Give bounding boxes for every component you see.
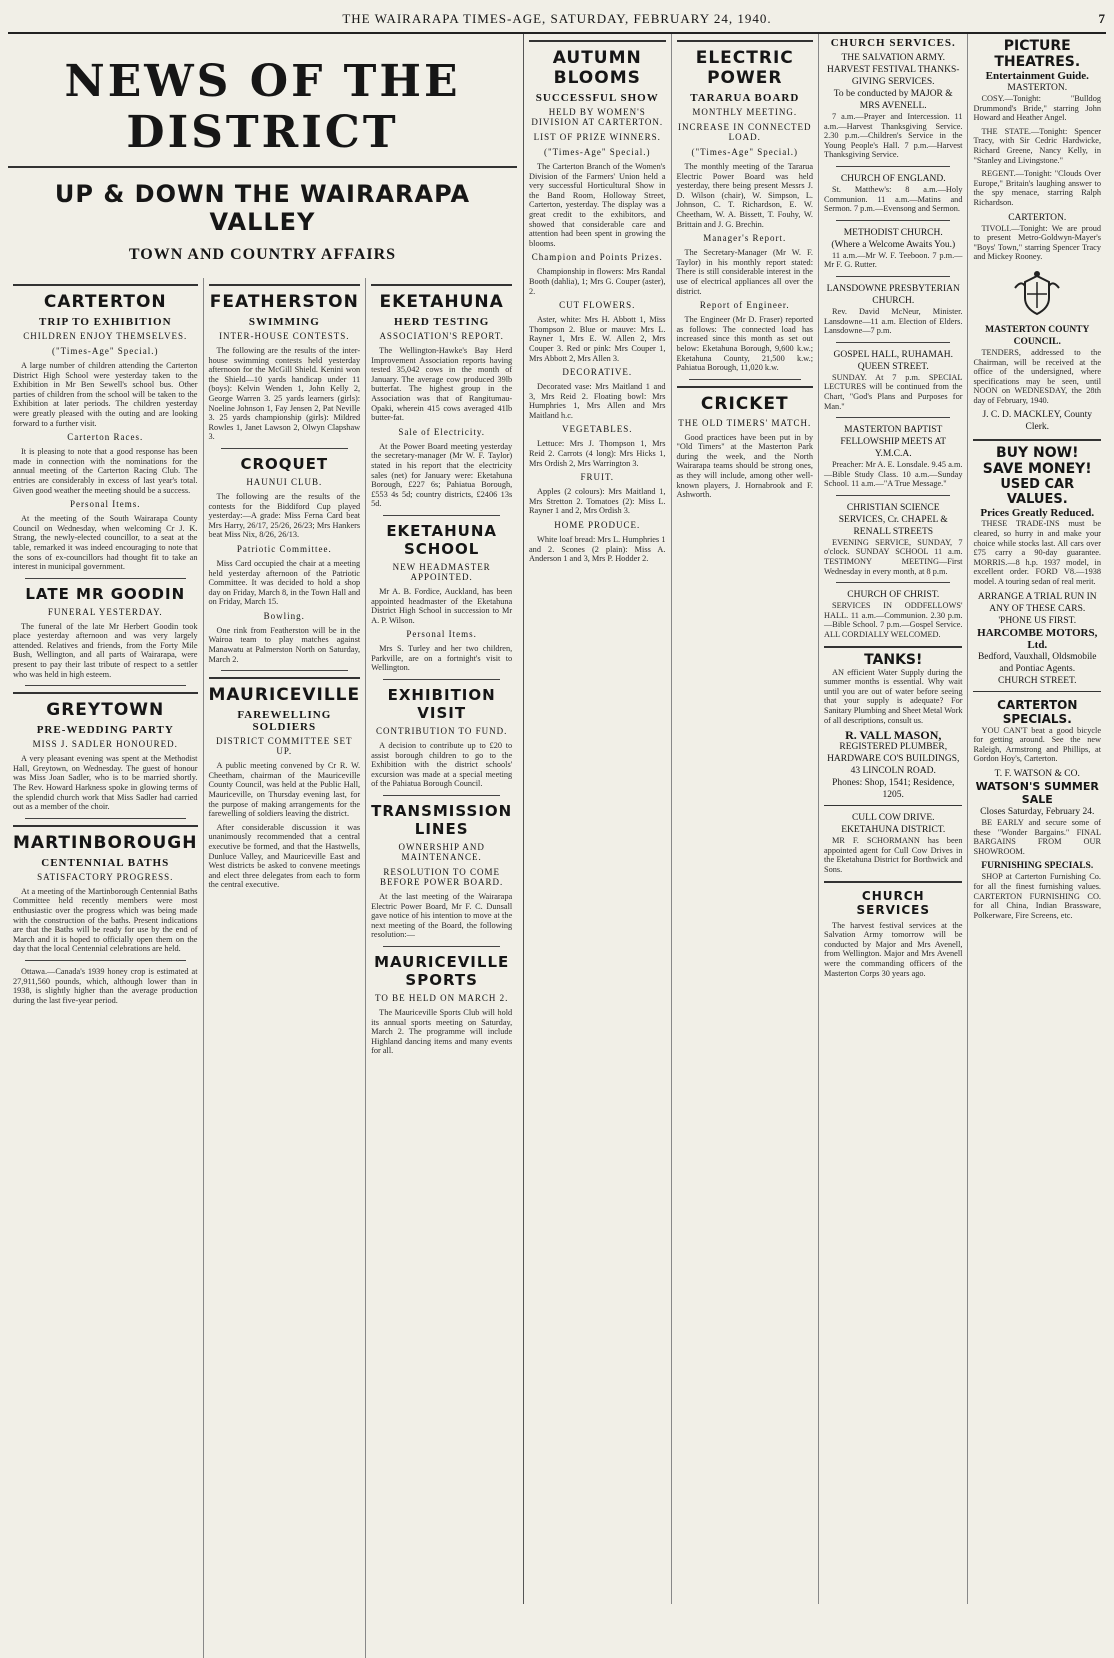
article-text: One rink from Featherston will be in the Wairoa team to play matches against Manawatu at Palmerston North on Saturday, March 2. <box>208 625 361 664</box>
summer-sale: WATSON'S SUMMER SALE <box>975 780 1099 806</box>
gospel-heading: GOSPEL HALL, RUHAMAH. QUEEN STREET. <box>833 349 953 372</box>
heading-mauriceville-sports: MAURICEVILLE SPORTS <box>374 953 510 989</box>
column-7 <box>968 34 1106 1604</box>
sub-personal: Personal Items. <box>406 629 477 640</box>
heading-electric-power: ELECTRIC POWER <box>677 40 814 88</box>
eketahuna-district: EKETAHUNA DISTRICT. <box>841 825 946 836</box>
special-note: ("Times-Age" Special.) <box>543 147 651 157</box>
divider <box>25 685 186 686</box>
article-text: It is pleasing to note that a good response has been made in connection with the nominations for the annual meeting of the Carterton Racing Club. The entries are considerably in excess of last year's total. Given good weather the meeting should be a success. <box>13 447 198 495</box>
sub-list: LIST OF PRIZE WINNERS. <box>533 132 661 142</box>
lansdowne-heading: LANSDOWNE PRESBYTERIAN CHURCH. <box>826 283 960 306</box>
sub-ownership: OWNERSHIP AND MAINTENANCE. <box>398 842 485 863</box>
tanks-title: TANKS! <box>864 651 923 668</box>
prices-line: Prices Greatly Reduced. <box>980 507 1095 520</box>
sub-resolution: RESOLUTION TO COME BEFORE POWER BOARD. <box>380 867 504 888</box>
cullcow-text: MR F. SCHORMANN has been appointed agent for Cull Cow Drives in the Eketahuna District for Borthwick and Sons. <box>824 836 963 874</box>
column-4 <box>524 34 672 1604</box>
sub-oldtimers: THE OLD TIMERS' MATCH. <box>678 417 812 428</box>
article-text: At the last meeting of the Wairarapa Electric Power Board, Mr F. C. Dunsall gave notice of his intention to move at the next meeting of the Board, the following resolution:— <box>371 892 513 940</box>
england-heading: CHURCH OF ENGLAND. <box>840 173 946 184</box>
column-5 <box>672 34 820 1604</box>
methodist-subheading: (Where a Welcome Awaits You.) <box>831 239 956 250</box>
sub-children: CHILDREN ENJOY THEMSELVES. <box>23 331 188 341</box>
buynow-title: BUY NOW! SAVE MONEY! <box>982 445 1092 478</box>
article-text: Decorated vase: Mrs Maitland 1 and 3, Mrs Reid 2. Floating bowl: Mrs Humphries 1, Mrs Allen and Mrs Maitland h.c. <box>529 382 666 420</box>
sub-decorative: DECORATIVE. <box>562 367 633 378</box>
church-street-line: CHURCH STREET. <box>998 675 1077 686</box>
sub-personal: Personal Items. <box>70 499 141 510</box>
heading-transmission: TRANSMISSION LINES <box>371 802 513 839</box>
sale-text: BE EARLY and secure some of these "Wonder Bargains." FINAL BARGAINS FROM OUR SHOWROOM. <box>973 818 1102 856</box>
phone-line: 'PHONE US FIRST. <box>998 615 1077 626</box>
sub-centennial: CENTENNIAL BATHS <box>41 856 170 869</box>
article-text: The Engineer (Mr D. Fraser) reported as follows: The connected load has increased since this month as set out below: Eketahuna Borough, 9,600 k.w.; Eketahuna County, 21,500 k.w.; Pahiatua Borough, 11,020 k.w. <box>676 315 813 373</box>
sub-manager: Manager's Report. <box>703 233 787 244</box>
heading-eketahuna: EKETAHUNA <box>371 284 512 312</box>
divider <box>836 166 950 167</box>
sub-district-committee: DISTRICT COMMITTEE SET UP. <box>216 736 353 757</box>
harcombe-name: HARCOMBE MOTORS, Ltd. <box>977 626 1098 651</box>
state-listing: THE STATE.—Tonight: Spencer Tracy, with Sir Cedric Hardwicke, Richard Greene, Nancy Kelly, in "Stanley and Livingstone." <box>973 126 1102 165</box>
heading-mauriceville: MAURICEVILLE <box>209 677 361 705</box>
phones-line: Phones: Shop, 1541; Residence, 1205. <box>832 778 955 801</box>
harvest-heading: HARVEST FESTIVAL THANKS-GIVING SERVICES. <box>827 65 960 87</box>
article-text: The Secretary-Manager (Mr W. F. Taylor) in his monthly report stated: There is still considerable interest in the use of electrical appliances all over the district. <box>676 248 813 296</box>
gospel-times: SUNDAY. At 7 p.m. SPECIAL LECTURES will be continued from the Chart, "God's Plans and Purposes for Man." <box>824 372 963 411</box>
article-text: Miss Card occupied the chair at a meeting held yesterday afternoon of the Patriotic Committee. It was decided to hold a shop day on Friday, March 8, in the Town Hall and on Friday, March 15. <box>208 558 361 607</box>
masterton-heading: MASTERTON. <box>1007 83 1068 93</box>
article-text: Ottawa.—Canada's 1939 honey crop is estimated at 27,911,560 pounds, which, although lower than in 1938, is slightly higher than the average production during the last five-year period. <box>13 966 198 1005</box>
sub-champion: Champion and Points Prizes. <box>531 252 663 263</box>
science-times: EVENING SERVICE, SUNDAY, 7 o'clock. SUNDAY SCHOOL 11 a.m. TESTIMONY MEETING—First Wednesday in every month, at 8 p.m. <box>824 537 963 576</box>
divider <box>25 818 186 819</box>
article-text: A large number of children attending the Carterton District High School were yesterday taken to the Exhibition in Mr Ben Sewell's school bus. Other parties of children from the school will be taken to the Exhibition at later periods. The children yesterday were greatly pleased with the outing and are looking forward to a further visit. <box>13 361 198 428</box>
divider <box>836 417 950 418</box>
article-text: A very pleasant evening was spent at the Methodist Hall, Greytown, on Wednesday. The guest of honour was Miss Joan Sadler, who is to be married shortly. The Rev. Howard Harkness spoke in glowing terms of the splendid church work that Miss Sadler had carried out as a member of the choir. <box>13 754 198 812</box>
carterton-heading: CARTERTON. <box>1008 212 1067 223</box>
divider <box>383 946 500 947</box>
page-body <box>8 34 1106 1604</box>
heading-greytown: GREYTOWN <box>13 692 198 720</box>
tanks-advert <box>824 646 962 807</box>
page-number: 7 <box>1098 11 1106 26</box>
sub-show: SUCCESSFUL SHOW <box>535 92 659 104</box>
plumber-line: REGISTERED PLUMBER, HARDWARE CO'S BUILDINGS, <box>827 742 960 765</box>
sub-engineer: Report of Engineer. <box>699 300 790 311</box>
sub-prewedding: PRE-WEDDING PARTY <box>36 724 174 737</box>
article-text: White loaf bread: Mrs L. Humphries 1 and 2. Scones (2 plain): Miss A. Anderson 1 and 3, Mrs P. Hodder 2. <box>529 535 666 564</box>
sub-march2: TO BE HELD ON MARCH 2. <box>374 993 509 1003</box>
sub-tararua: TARARUA BOARD <box>690 92 800 104</box>
divider <box>836 582 950 583</box>
sub-vegetables: VEGETABLES. <box>561 424 633 435</box>
lansdowne-times: Rev. David McNeur, Minister. Lansdowne—11 a.m. Election of Elders. Lansdowne—7 p.m. <box>824 306 963 336</box>
divider <box>383 515 500 516</box>
furnishing-heading: FURNISHING SPECIALS. <box>981 861 1094 872</box>
article-text: At the Power Board meeting yesterday the secretary-manager (Mr W. F. Taylor) stated in his report that the electricity sales (net) for January were: Eketahuna Borough, £227 6s; Pahiatua Borough, £553 4s 5d; country districts, £2406 13s 5d. <box>371 441 513 509</box>
article-text: At the meeting of the South Wairarapa County Council on Wednesday, when welcoming Cr J. K. Strang, the newly-elected councillor, to a seat at the table, remarked it was indeed encouraging to note that the sons of ex-councillors had thought fit to take an interest in municipal government. <box>13 514 198 572</box>
article-text: The monthly meeting of the Tararua Electric Power Board was held yesterday, there being present Messrs J. D. Wilson (chair), W. Simpson, L. Johnson, C. T. Richardson, E. W. Cheetham, W. A. Bissett, T. Fouhy, W. Brittain and J. G. Brechin. <box>676 162 813 229</box>
lincoln-line: 43 LINCOLN ROAD. <box>850 766 936 777</box>
sub-sadler: MISS J. SADLER HONOURED. <box>32 739 178 750</box>
article-text: At a meeting of the Martinborough Centennial Baths Committee held recently members were most enthusiastic over the progress which was being made with the construction of the baths. Present indications are that the Baths will be ready for use by the end of March and it is hoped to officially open them on the day that the local Centennial celebrations are held. <box>13 886 198 954</box>
article-text: Lettuce: Mrs J. Thompson 1, Mrs Reid 2. Carrots (4 long): Mrs Hicks 1, Mrs Ordish 2, Mrs Warrington 3. <box>529 439 666 468</box>
article-text: Mrs S. Turley and her two children, Parkville, are on a fortnight's visit to Wellington. <box>371 644 513 673</box>
divider <box>383 795 500 796</box>
divider <box>221 448 349 449</box>
heading-croquet: CROQUET <box>240 454 329 473</box>
heading-martinborough: MARTINBOROUGH <box>13 825 198 853</box>
tenders-text: TENDERS, addressed to the Chairman, will be received at the office of the undersigned, where specifications may be seen, until NOON on WEDNESDAY, the 28th day of February, 1940. <box>973 347 1102 405</box>
article-text: Championship in flowers: Mrs Randal Booth (dahlia), 1; Mrs G. Couper (aster), 2. <box>529 267 666 296</box>
christ-times: SERVICES IN ODDFELLOWS' HALL. 11 a.m.—Communion. 2.30 p.m.—Bible School. 7 p.m.—Gospel Service. ALL CORDIALLY WELCOMED. <box>824 601 963 640</box>
regent-listing: REGENT.—Tonight: "Clouds Over Europe," Britain's laughing answer to the spy menace, starring Ralph Richardson. <box>973 169 1102 207</box>
heading-cricket: CRICKET <box>677 386 814 414</box>
heading-exhibition: EXHIBITION VISIT <box>387 686 496 723</box>
sub-bowling: Bowling. <box>263 610 305 621</box>
article-text: The Mauriceville Sports Club will hold its annual sports meeting on Saturday, March 2. The programme will include Highland dancing items and many events for all. <box>371 1008 513 1056</box>
article-text: A decision to contribute up to £20 to assist borough children to go to the Exhibition with the district schools' excursion was made at a special meeting of the Pahiatua Borough Council. <box>371 741 513 789</box>
divider <box>836 220 950 221</box>
column-3 <box>366 278 517 1658</box>
cosy-listing: COSY.—Tonight: "Bulldog Drummond's Bride," starring John Howard and Heather Angel. <box>973 94 1102 123</box>
column-2 <box>204 278 367 1658</box>
coat-of-arms-icon <box>1009 270 1065 318</box>
council-heading: MASTERTON COUNTY COUNCIL. <box>985 324 1090 347</box>
left-columns <box>8 278 517 1658</box>
article-text: After considerable discussion it was unanimously recommended that a central executive be formed, and that the Hastwells, Dunluce Valley, and Mauriceville East and West districts be asked to convene meetings and elect three delegates from each to form the central executive. <box>208 822 361 890</box>
furnishing-text: SHOP at Carterton Furnishing Co. for all the finest furnishing values. CARTERTON FURNISHING CO. for all China, Indian Brassware, Polkerware, Fire Screens, etc. <box>973 872 1102 920</box>
conducted-by: To be conducted by MAJOR & MRS AVENELL. <box>833 89 953 111</box>
district-news-section <box>8 34 524 1604</box>
divider <box>836 276 950 277</box>
article-text: The following are the results of the contests for the Biddiford Cup played yesterday:—A grade: Miss Ferna Card beat Mrs Harry, 26/17, 25/26, 26/23; Mrs Hankers beat Miss Nix, 8/26, 26/13. <box>208 491 361 540</box>
divider <box>689 379 802 380</box>
cullcow-heading: CULL COW DRIVE. <box>851 813 935 824</box>
banner-subtitle-2: TOWN AND COUNTRY AFFAIRS <box>128 246 397 263</box>
mackley-signature: J. C. D. MACKLEY, County Clerk. <box>982 410 1093 433</box>
entertainment-guide: Entertainment Guide. <box>985 70 1089 82</box>
science-heading: CHRISTIAN SCIENCE SERVICES, Cr. CHAPEL & RENALL STREETS <box>838 502 948 537</box>
heading-featherston: FEATHERSTON <box>209 284 361 312</box>
column-1 <box>8 278 204 1658</box>
closes-line: Closes Saturday, February 24. <box>980 807 1095 817</box>
carterton-specials: CARTERTON SPECIALS. <box>997 697 1078 726</box>
baptist-times: Preacher: Mr A. E. Lonsdale. 9.45 a.m.—Bible Study Class. 10 a.m.—Sunday School. 11 a.m.—"A True Message." <box>824 460 963 489</box>
arrange-line: ARRANGE A TRIAL RUN IN ANY OF THESE CARS. <box>977 591 1097 614</box>
banner-title: NEWS OF THE DISTRICT <box>8 56 517 168</box>
sub-cut-flowers: CUT FLOWERS. <box>559 300 636 311</box>
sub-assoc: ASSOCIATION'S REPORT. <box>379 331 504 341</box>
article-text: Aster, white: Mrs H. Abbott 1, Miss Thompson 2. Blue or mauve: Mrs L. Rayner 1, Mrs E. W. Allen 2, Mrs Couper 3. Red or pink: Mrs Couper 1, Mrs Abbott 2, Mrs Allen 3. <box>529 315 666 363</box>
sub-satisfactory: SATISFACTORY PROGRESS. <box>37 871 174 882</box>
divider <box>221 670 349 671</box>
mason-name: R. VALL MASON, <box>845 728 942 743</box>
methodist-heading: METHODIST CHURCH. <box>843 227 943 238</box>
sub-swimming: SWIMMING <box>248 316 320 328</box>
article-text: Good practices have been put in by "Old Timers" at the Masterton Park during the week, and the North Wairarapa teams should be strong ones, as they will include, among other well-known players, J. Hornabrook and F. Ashworth. <box>676 432 813 500</box>
sub-home-produce: HOME PRODUCE. <box>554 520 641 531</box>
article-text: A public meeting convened by Cr R. W. Cheetham, chairman of the Mauriceville County Council, was held at the Public Hall, Mauriceville, on Thursday evening last, for the purpose of making arrangements for the farewelling of soldiers leaving the district. <box>208 761 361 819</box>
tanks-text: AN efficient Water Supply during the summer months is essential. Why wait until you are out of water before seeing that your supply is adequate? For Sanitary Plumbing and Sheet Metal Work of all descriptions, consult us. <box>824 667 963 725</box>
usedcar-title: USED CAR VALUES. <box>1000 477 1075 508</box>
heading-eketahuna-school: EKETAHUNA SCHOOL <box>386 521 498 558</box>
specials-text: YOU CAN'T beat a good bicycle for getting around. See the new Raleigh, Armstrong and Phillips, at Gordon Hoy's, Carterton. <box>973 725 1102 764</box>
special-note: ("Times-Age" Special.) <box>51 346 159 356</box>
divider <box>25 960 186 961</box>
sub-haunui: HAUNUI CLUB. <box>246 476 323 487</box>
baptist-heading: MASTERTON BAPTIST FELLOWSHIP MEETS AT Y.M.C.A. <box>840 425 947 460</box>
sub-held: HELD BY WOMEN'S DIVISION AT CARTERTON. <box>531 107 664 127</box>
sub-increase: INCREASE IN CONNECTED LOAD. <box>678 122 812 142</box>
church-text: The harvest festival services at the Salvation Army tomorrow will be conducted by Major and Mrs Avenell, from Wellington. Major and Mrs Avenell were the commanding officers of the Masterton Corps 30 years ago. <box>824 920 963 978</box>
sub-sale: Sale of Electricity. <box>398 426 485 437</box>
divider <box>25 578 186 579</box>
methodist-times: 11 a.m.—Mr W. F. Teeboon. 7 p.m.—Mr F. G. Rutter. <box>824 250 963 270</box>
divider <box>836 495 950 496</box>
heading-church-services: CHURCH SERVICES. <box>830 37 956 49</box>
heading-autumn-blooms: AUTUMN BLOOMS <box>529 40 666 88</box>
article-text: Mr A. B. Fordice, Auckland, has been appointed headmaster of the Eketahuna District High School in succession to Mr A. P. Wilson. <box>371 586 513 625</box>
christ-heading: CHURCH OF CHRIST. <box>847 590 940 601</box>
sub-monthly: MONTHLY MEETING. <box>692 107 798 117</box>
banner-subtitle: UP & DOWN THE WAIRARAPA VALLEY <box>54 180 471 236</box>
watson-name: T. F. WATSON & CO. <box>994 769 1080 779</box>
salvation-times: 7 a.m.—Prayer and Intercession. 11 a.m.—Harvest Thanksgiving Service. 2.30 p.m.—Children's Service in the Young People's Hall. 7 p.m.—Harvest Thanksgiving Service. <box>824 112 963 160</box>
salvation-heading: THE SALVATION ARMY. <box>841 53 946 63</box>
heading-church-services-2: CHURCH SERVICES <box>824 881 962 917</box>
sub-farewelling: FAREWELLING SOLDIERS <box>237 709 332 734</box>
heading-carterton: CARTERTON <box>13 284 198 312</box>
divider <box>383 679 500 680</box>
masthead-title: THE WAIRARAPA TIMES-AGE, SATURDAY, FEBRUARY 24, 1940. <box>342 11 772 26</box>
article-text: The funeral of the late Mr Herbert Goodin took place yesterday afternoon and was very largely attended. Relatives and friends, from the Forty Mile Bush, Wellington, and all parts of Wairarapa, were present to pay their last tribute of respect to a settler who was held in high esteem. <box>13 621 198 679</box>
special-note: ("Times-Age" Special.) <box>691 147 798 157</box>
article-text: Apples (2 colours): Mrs Maitland 1, Mrs Stretton 2. Tomatoes (2): Miss L. Rayner 1 and 2, Mrs Ordish 3. <box>529 487 666 516</box>
dealers-line: Bedford, Vauxhall, Oldsmobile and Pontiac Agents. <box>977 651 1097 674</box>
sub-newhead: NEW HEADMASTER APPOINTED. <box>392 561 491 582</box>
picture-theatres: PICTURE THEATRES. <box>994 38 1081 70</box>
sub-fruit: FRUIT. <box>580 472 615 483</box>
sub-interhouse: INTER-HOUSE CONTESTS. <box>219 331 350 341</box>
used-car-advert <box>973 439 1101 691</box>
heading-goodin: LATE MR GOODIN <box>25 584 186 603</box>
column-6 <box>819 34 968 1604</box>
cars-text: THESE TRADE-INS must be cleared, so hurry in and make your choice while stocks last. All cars over £75 carry a 90-day guarantee. MORRIS.—8 h.p. 1937 model, in excellent order. FORD V8.—1938 model. A touring sedan of real merit. <box>973 519 1102 587</box>
masthead <box>8 6 1106 34</box>
sub-patriotic: Patriotic Committee. <box>236 543 332 554</box>
sub-trip: TRIP TO EXHIBITION <box>38 316 172 328</box>
sub-races: Carterton Races. <box>67 432 144 443</box>
article-text: The following are the results of the inter-house swimming contests held yesterday afternoon for the McGill Shield. Kenini won the Shield—10 yards handicap under 11 (boys): Kelvin Wenden 1, John Kelly 2, George Warren 3. 25 yards learners (girls): Noeline Johnson 1, Fay Jensen 2, Pat Neville 3. 25 yards championship (girls): Mildred Rowles 1, Janet Lawson 2, Olwyn Clapshaw 3. <box>208 346 361 442</box>
article-text: The Carterton Branch of the Women's Division of the Farmers' Union held a very successful Horticultural Show in the Band Room, Holloway Street, Carterton, yesterday. The display was a great credit to the exhibitors, and showed that considerable care and attention had been spent in growing the blooms. <box>529 162 666 248</box>
tivoli-listing: TIVOLI.—Tonight: We are proud to present Metro-Goldwyn-Mayer's "Boys' Town," starring Spencer Tracy and Mickey Rooney. <box>973 223 1102 262</box>
sub-herd: HERD TESTING <box>394 316 490 328</box>
article-text: The Wellington-Hawke's Bay Herd Improvement Association reports having tested 35,042 cows in the month of January. The average cow produced 39lb butterfat. The highest group in the Association was that of Rangitumau-Opaki, wherein 415 cows averaged 41lb butter-fat. <box>371 346 513 423</box>
divider <box>836 342 950 343</box>
sub-funeral: FUNERAL YESTERDAY. <box>47 606 163 617</box>
sub-contribution: CONTRIBUTION TO FUND. <box>375 726 508 737</box>
england-times: St. Matthew's: 8 a.m.—Holy Communion. 11 a.m.—Matins and Sermon. 7 p.m.—Evensong and Sermon. <box>824 184 963 214</box>
